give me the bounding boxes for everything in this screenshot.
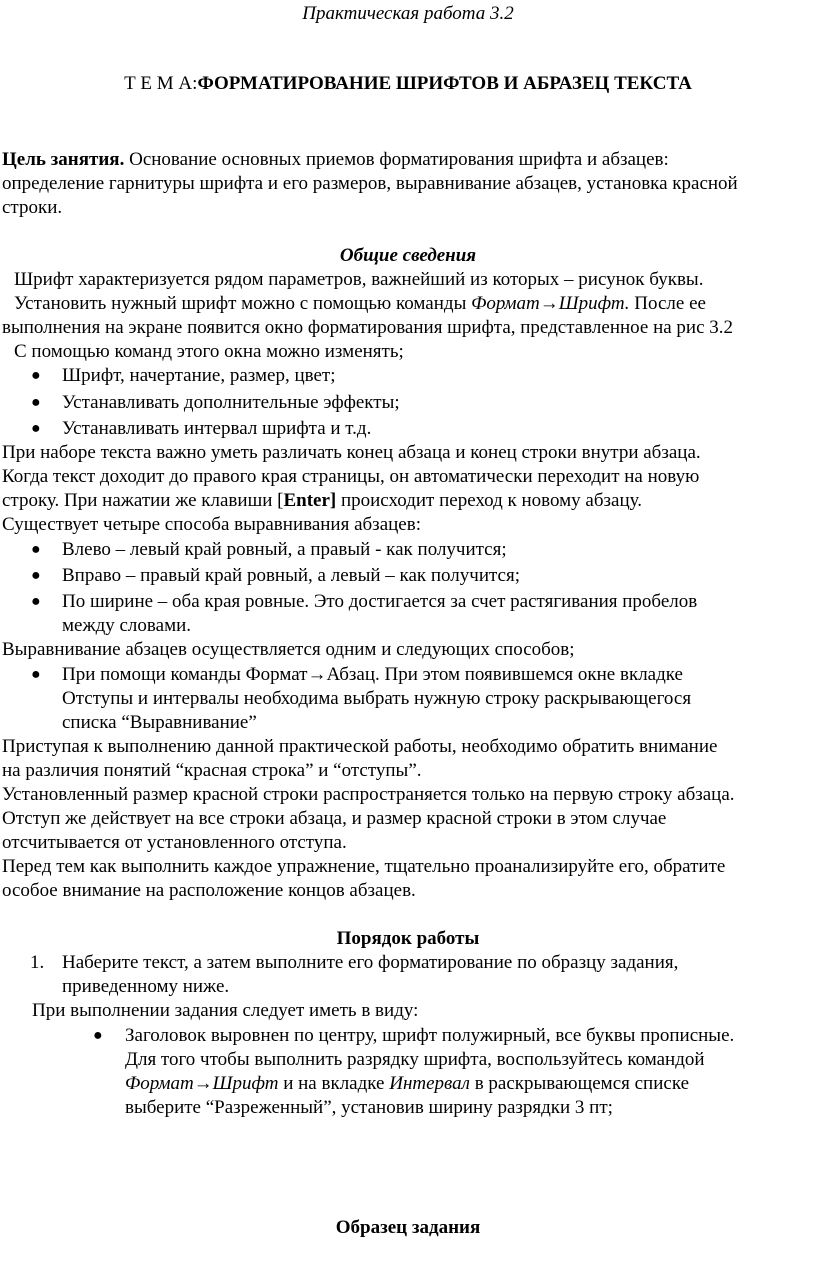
topic-line	[0, 72, 816, 96]
bullet-icon: ●	[31, 394, 41, 411]
procedure-heading: Порядок работы	[336, 928, 480, 949]
tab-interval-name: Интервал	[389, 1073, 470, 1094]
list-item: При помощи команды Формат→Абзац. При этом появившемся окне вкладке	[62, 664, 683, 685]
goal-line-2: определение гарнитуры шрифта и его размеров, выравнивание абзацев, установка красной	[2, 173, 738, 194]
general-p7-line1: Приступая к выполнению данной практической работы, необходимо обратить внимание	[2, 736, 718, 757]
list-item: Шрифт, начертание, размер, цвет;	[62, 365, 336, 386]
sub-item-line-1: Заголовок выровнен по центру, шрифт полужирный, все буквы прописные.	[125, 1025, 735, 1046]
list-item-continuation: между словами.	[62, 615, 192, 636]
general-p2-line1: Установить нужный шрифт можно с помощью команды Формат→Шрифт. После ее	[14, 293, 706, 314]
list-item: Вправо – правый край ровный, а левый – как получится;	[62, 565, 520, 586]
list-item: По ширине – оба края ровные. Это достигается за счет растягивания пробелов	[62, 591, 698, 612]
general-p8-line3: отсчитывается от установленного отступа.	[2, 832, 347, 853]
bullet-icon: ●	[31, 367, 41, 384]
list-item: Устанавливать дополнительные эффекты;	[62, 392, 400, 413]
general-p6: Выравнивание абзацев осуществляется одним и следующих способов;	[2, 639, 575, 660]
page-header: Практическая работа 3.2	[302, 3, 514, 24]
general-p2-line2: выполнения на экране появится окно форматирования шрифта, представленное на рис 3.2	[2, 317, 734, 338]
bullet-icon: ●	[31, 593, 41, 610]
list-item-continuation: Отступы и интервалы необходима выбрать нужную строку раскрывающегося	[62, 688, 692, 709]
step-number: 1.	[30, 952, 45, 973]
general-p9-line1: Перед тем как выполнить каждое упражнение, тщательно проанализируйте его, обратите	[2, 856, 726, 877]
bullet-icon: ●	[31, 666, 41, 683]
general-p4-line2: Когда текст доходит до правого края страницы, он автоматически переходит на новую	[2, 466, 700, 487]
enter-key: Enter]	[283, 490, 337, 511]
topic-prefix: Т Е М А:	[124, 73, 198, 94]
list-item-continuation: списка “Выравнивание”	[62, 712, 257, 733]
general-p8-line2: Отступ же действует на все строки абзаца, и размер красной строки в этом случае	[2, 808, 667, 829]
procedure-note: При выполнении задания следует иметь в виду:	[32, 1000, 419, 1021]
bullet-icon: ●	[93, 1027, 103, 1044]
general-p7-line2: на различия понятий “красная строка” и “отступы”.	[2, 760, 422, 781]
bullet-icon: ●	[31, 567, 41, 584]
step-line-1: Наберите текст, а затем выполните его форматирование по образцу задания,	[62, 952, 679, 973]
goal-line-3: строки.	[2, 197, 63, 218]
general-p4-line3: строку. При нажатии же клавиши [Enter] происходит переход к новому абзацу.	[2, 490, 642, 511]
sub-item-line-2: Для того чтобы выполнить разрядку шрифта, воспользуйтесь командой	[125, 1049, 705, 1070]
goal-line-1: Цель занятия. Основание основных приемов форматирования шрифта и абзацев:	[2, 149, 669, 170]
general-p8-line1: Установленный размер красной строки распространяется только на первую строку абзаца.	[2, 784, 735, 805]
command-format-font: Формат→Шрифт.	[471, 293, 630, 314]
sub-item-line-3: Формат→Шрифт и на вкладке Интервал в раскрывающемся списке	[125, 1073, 690, 1094]
goal-label: Цель занятия.	[2, 149, 125, 170]
topic-title: ФОРМАТИРОВАНИЕ ШРИФТОВ И АБРАЗЕЦ ТЕКСТА	[197, 73, 692, 94]
general-p1: Шрифт характеризуется рядом параметров, важнейший из которых – рисунок буквы.	[14, 269, 704, 290]
general-heading: Общие сведения	[339, 245, 477, 266]
list-item: Влево – левый край ровный, а правый - как получится;	[62, 539, 507, 560]
general-p3: С помощью команд этого окна можно изменять;	[14, 341, 404, 362]
sub-item-line-4: выберите “Разреженный”, установив ширину разрядки 3 пт;	[125, 1097, 613, 1118]
general-p9-line2: особое внимание на расположение концов абзацев.	[2, 880, 416, 901]
list-item: Устанавливать интервал шрифта и т.д.	[62, 418, 372, 439]
general-p4-line1: При наборе текста важно уметь различать конец абзаца и конец строки внутри абзаца.	[2, 442, 701, 463]
general-p5: Существует четыре способа выравнивания абзацев:	[2, 514, 421, 535]
bullet-icon: ●	[31, 420, 41, 437]
command-format-font: Формат→Шрифт	[125, 1073, 279, 1094]
step-line-2: приведенному ниже.	[62, 976, 230, 997]
bullet-icon: ●	[31, 541, 41, 558]
sample-heading: Образец задания	[335, 1217, 481, 1238]
